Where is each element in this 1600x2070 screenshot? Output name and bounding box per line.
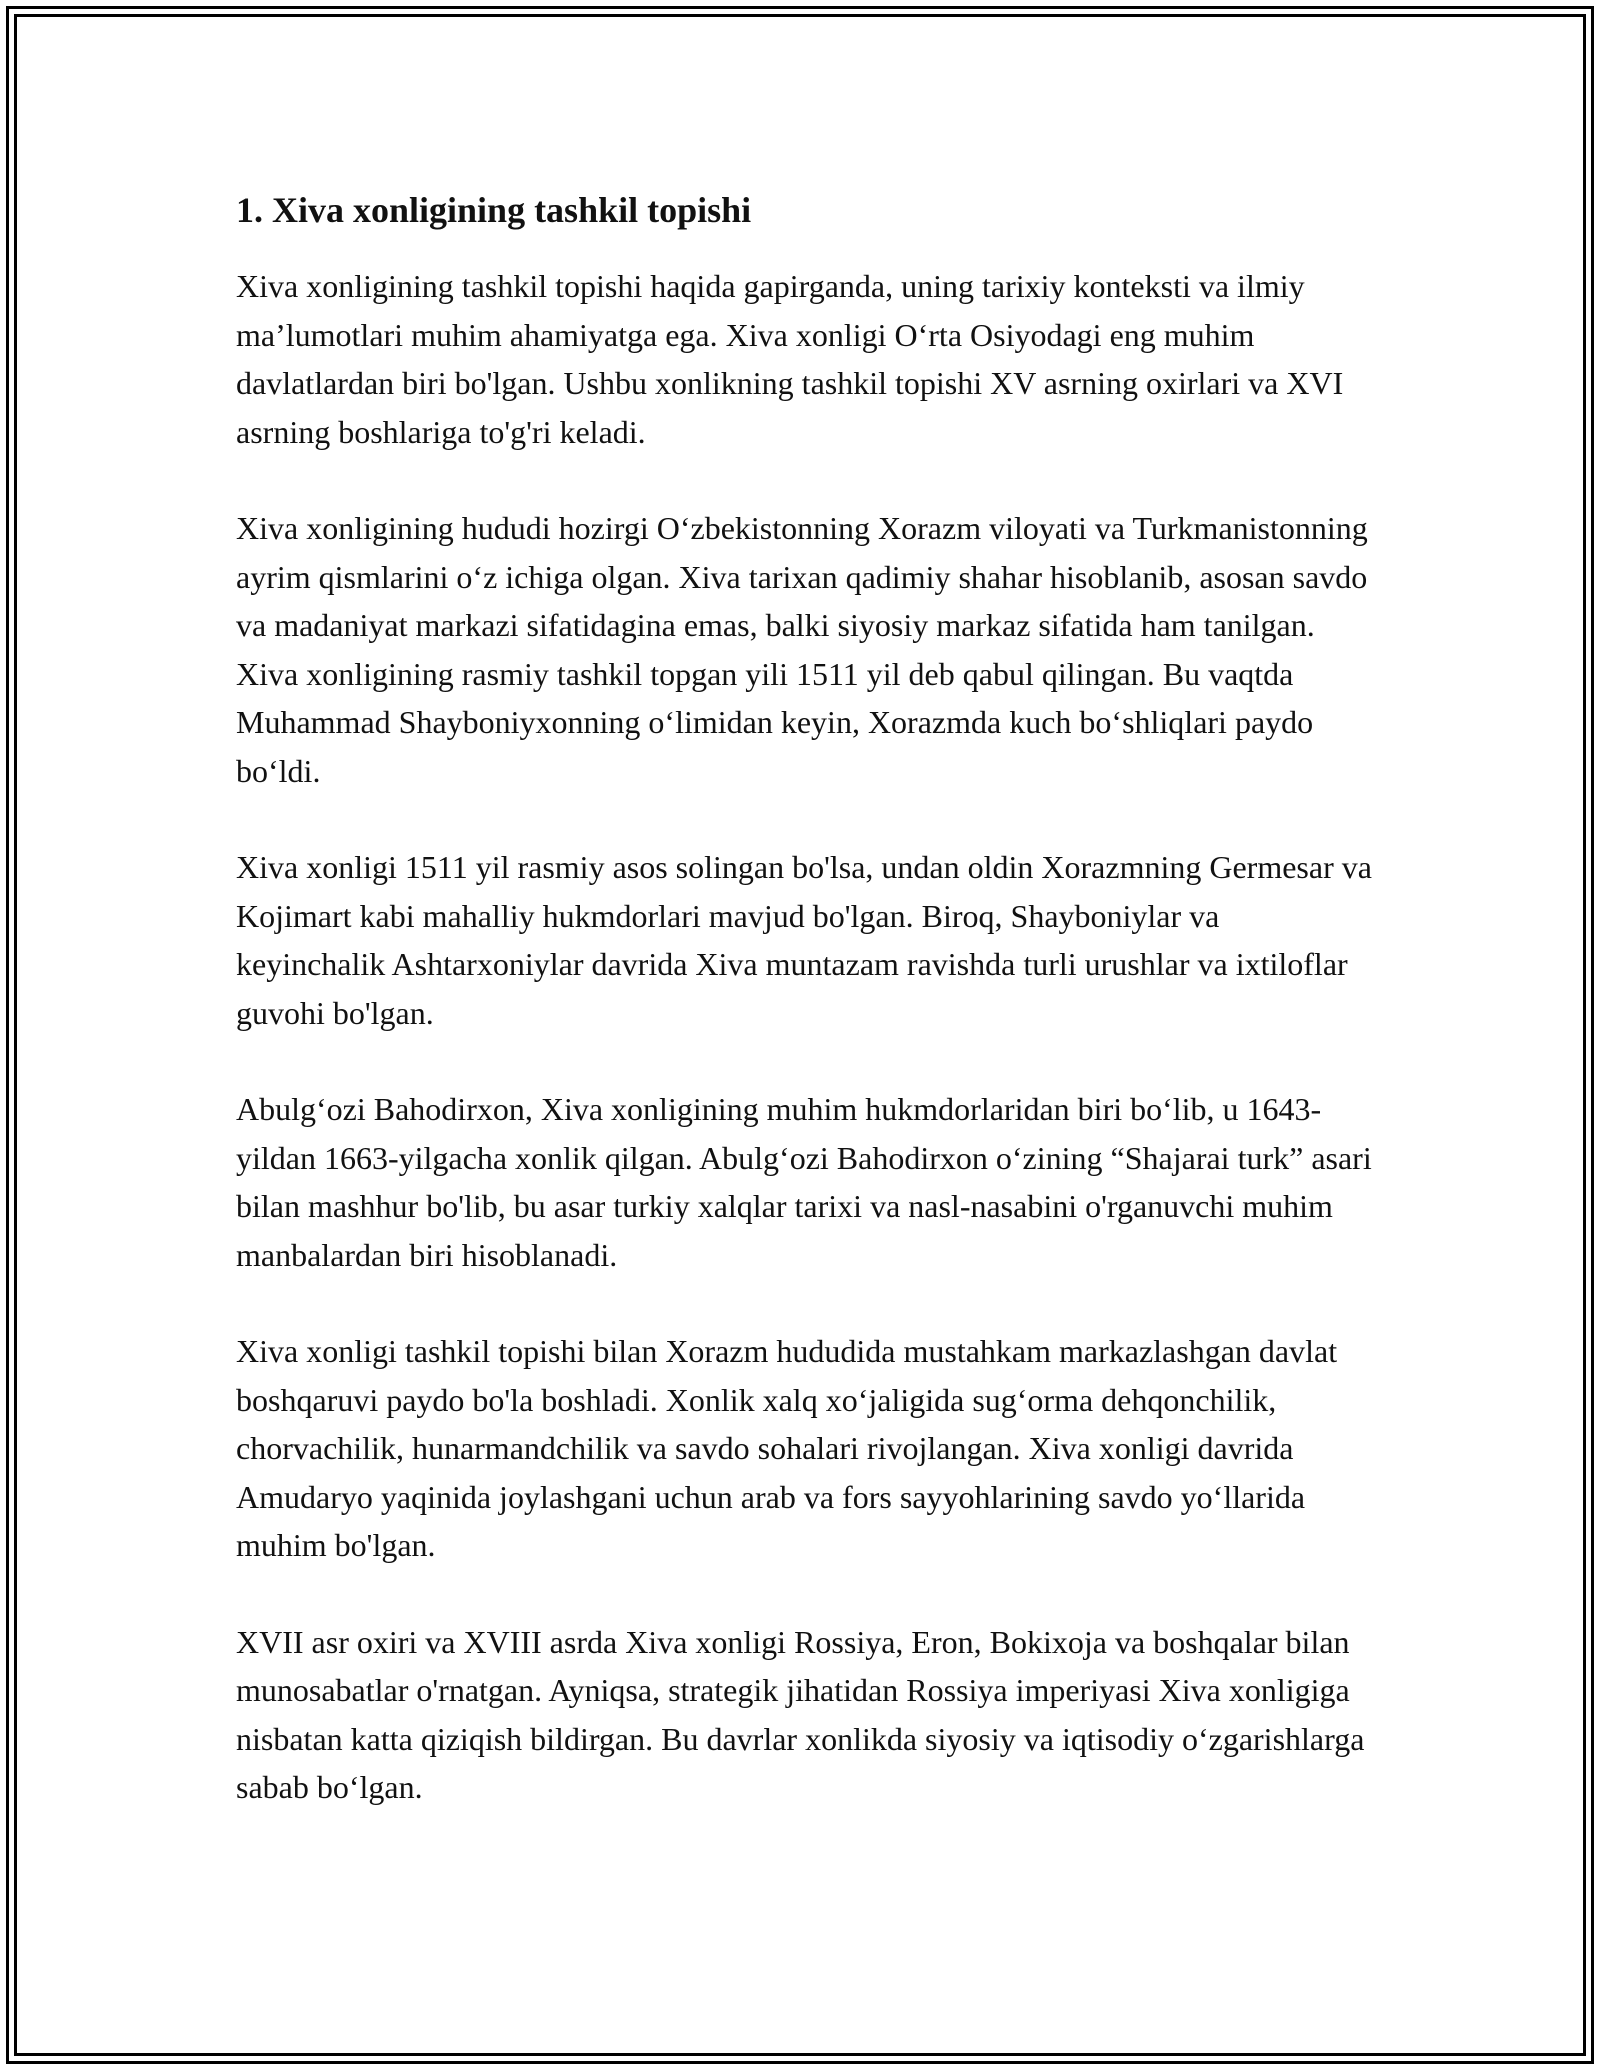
paragraph-5: Xiva xonligi tashkil topishi bilan Xorazm hududida mustahkam markazlashgan davlat boshqaruvi paydo bo'la boshladi. Xonlik xalq xo‘jaligida sug‘orma dehqonchilik, chorvachilik, hunarmandchilik va savdo sohalari rivojlangan. Xiva xonligi davrida Amudaryo yaqinida joylashgani uchun arab va fors sayyohlarining savdo yo‘llarida muhim bo'lgan. bbox=[236, 1333, 1338, 1563]
paragraph-1: Xiva xonligining tashkil topishi haqida gapirganda, uning tarixiy konteksti va ilmiy ma’lumotlari muhim ahamiyatga ega. Xiva xonligi O‘rta Osiyodagi eng muhim davlatlardan biri bo'lgan. Ushbu xonlikning tashkil topishi XV asrning oxirlari va XVI asrning boshlariga to'g'ri keladi. bbox=[236, 268, 1344, 450]
paragraph-3: Xiva xonligi 1511 yil rasmiy asos solingan bo'lsa, undan oldin Xorazmning Germesar va Kojimart kabi mahalliy hukmdorlari mavjud bo'lgan. Biroq, Shayboniylar va keyinchalik Ashtarxoniylar davrida Xiva muntazam ravishda turli urushlar va ixtiloflar guvohi bo'lgan. bbox=[236, 849, 1372, 1031]
paragraph-4: Abulg‘ozi Bahodirxon, Xiva xonligining muhim hukmdorlaridan biri bo‘lib, u 1643-yildan 1663-yilgacha xonlik qilgan. Abulg‘ozi Bahodirxon o‘zining “Shajarai turk” asari bilan mashhur bo'lib, bu asar turkiy xalqlar tarixi va nasl-nasabini o'rganuvchi muhim manbalardan biri hisoblanadi. bbox=[236, 1091, 1372, 1273]
section-heading: 1. Xiva xonligining tashkil topishi bbox=[236, 190, 752, 230]
paragraph-6: XVII asr oxiri va XVIII asrda Xiva xonligi Rossiya, Eron, Bokixoja va boshqalar bilan munosabatlar o'rnatgan. Ayniqsa, strategik jihatidan Rossiya imperiyasi Xiva xonligiga nisbatan katta qiziqish bildirgan. Bu davrlar xonlikda siyosiy va iqtisodiy o‘zgarishlarga sabab bo‘lgan. bbox=[236, 1623, 1365, 1805]
document-body bbox=[236, 186, 1376, 1812]
paragraph-2: Xiva xonligining hududi hozirgi O‘zbekistonning Xorazm viloyati va Turkmanistonning ayrim qismlarini o‘z ichiga olgan. Xiva tarixan qadimiy shahar hisoblanib, asosan savdo va madaniyat markazi sifatidagina emas, balki siyosiy markaz sifatida ham tanilgan. Xiva xonligining rasmiy tashkil topgan yili 1511 yil deb qabul qilingan. Bu vaqtda Muhammad Shayboniyxonning o‘limidan keyin, Xorazmda kuch bo‘shliqlari paydo bo‘ldi. bbox=[236, 510, 1368, 789]
